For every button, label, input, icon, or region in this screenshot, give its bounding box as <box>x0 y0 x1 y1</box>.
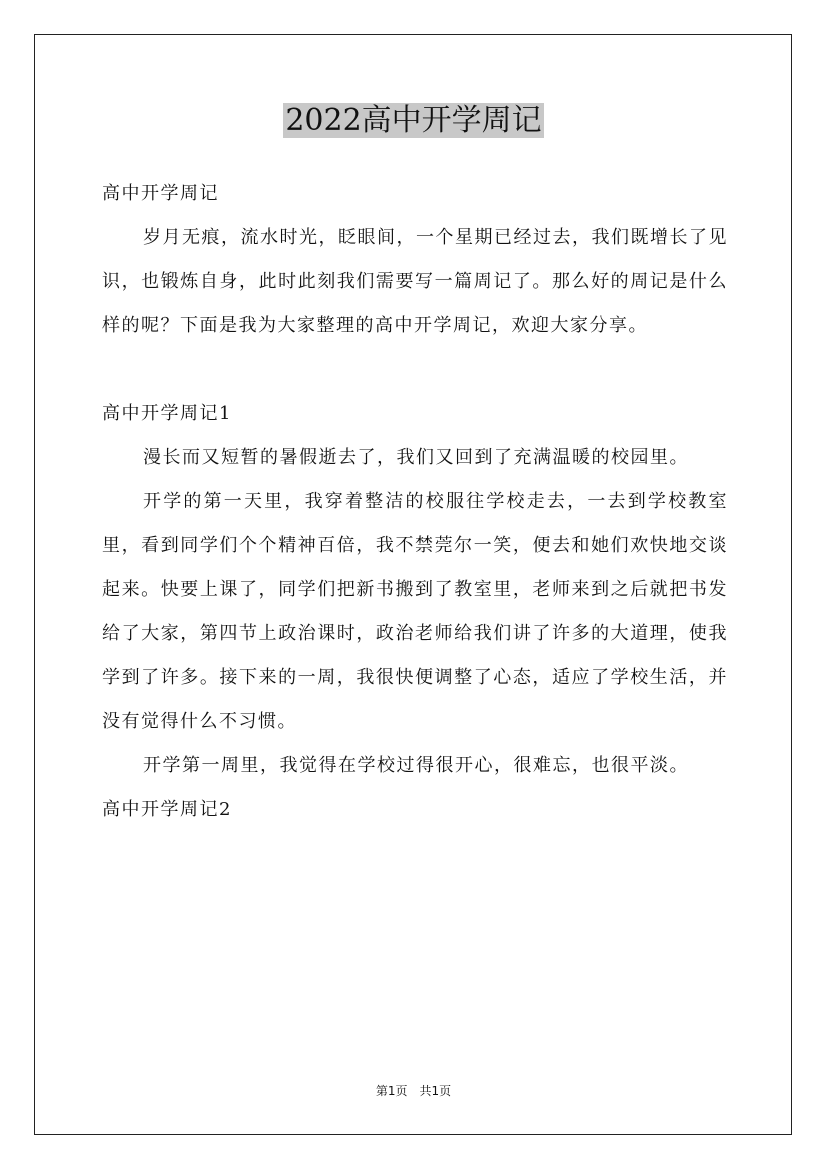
intro-heading: 高中开学周记 <box>102 183 219 204</box>
document-title-block <box>0 100 827 142</box>
intro-paragraph: 岁月无痕，流水时光，眨眼间，一个星期已经过去，我们既增长了见识，也锻炼自身，此时此刻我们需要写一篇周记了。那么好的周记是什么样的呢？下面是我为大家整理的高中开学周记，欢迎大家分享。 <box>102 227 728 336</box>
page-number-footer: 第1页 共1页 <box>375 1084 452 1098</box>
blank-line <box>102 348 728 392</box>
document-body <box>102 172 728 832</box>
document-title: 2022高中开学周记 <box>285 103 542 138</box>
section-1-paragraph: 开学的第一天里，我穿着整洁的校服往学校走去，一去到学校教室里，看到同学们个个精神百倍，我不禁莞尔一笑，便去和她们欢快地交谈起来。快要上课了，同学们把新书搬到了教室里，老师来到之后就把书发给了大家，第四节上政治课时，政治老师给我们讲了许多的大道理，使我学到了许多。接下来的一周，我很快便调整了心态，适应了学校生活，并没有觉得什么不习惯。 <box>102 491 728 732</box>
section-1-paragraph: 漫长而又短暂的暑假逝去了，我们又回到了充满温暖的校园里。 <box>143 447 689 468</box>
section-1-paragraph: 开学第一周里，我觉得在学校过得很开心，很难忘，也很平淡。 <box>143 755 689 776</box>
section-2-heading: 高中开学周记2 <box>102 799 232 820</box>
section-1-heading: 高中开学周记1 <box>102 403 232 424</box>
